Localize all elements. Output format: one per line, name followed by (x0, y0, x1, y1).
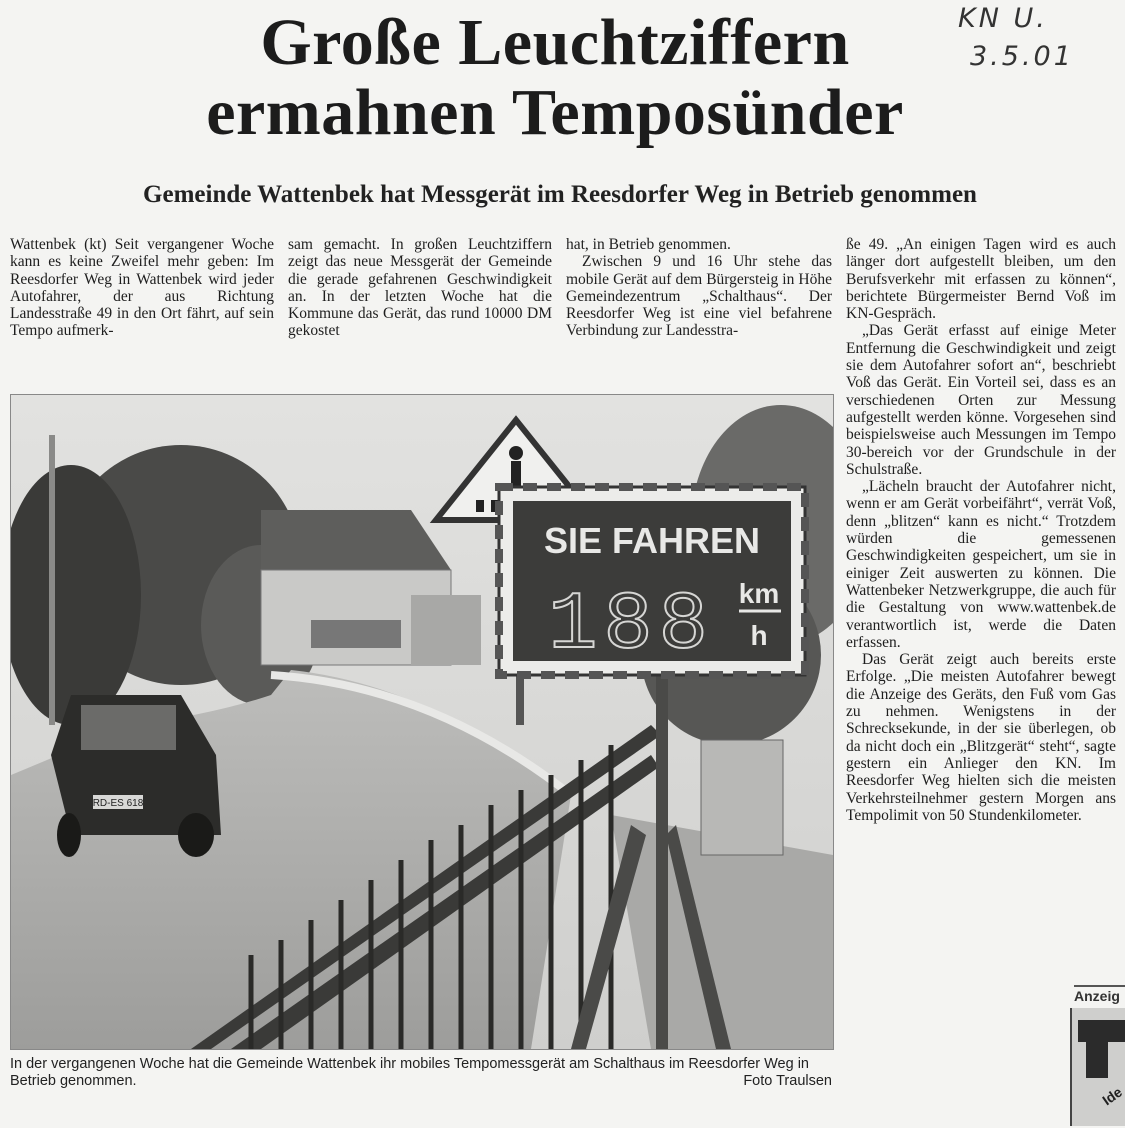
paragraph: hat, in Betrieb genommen. (566, 236, 731, 253)
handwritten-note (958, 0, 1118, 76)
paragraph: Zwischen 9 und 16 Uhr stehe das mobile Gerät auf dem Bürgersteig in Höhe Gemeindezentrum „Schalthaus“. Der Reesdorfer Weg ist eine viel befahrene Verbindung zur Landesstra- (566, 253, 832, 340)
headline-line-1: Große Leuchtziffern (260, 6, 850, 79)
board-unit-bottom: h (750, 620, 768, 651)
article-column-3 (566, 236, 832, 340)
paragraph: „Das Gerät erfasst auf einige Meter Entfernung die Geschwindigkeit und zeigt sie dem Autofahrer sofort an“, beschriebt Voß das Gerät. Ein Vorteil sei, dass es an verschiedenen Orten zur Messung aufgestellt werden könne. Vorgesehen sind beispielsweise auch Messungen im Tempo 30-bereich vor der Grundschule in der Schulstraße. (846, 322, 1116, 478)
article-photo (10, 394, 834, 1050)
side-ad-tag: Ide (1099, 1083, 1125, 1109)
handwritten-note-line-1: KN U. (958, 3, 1048, 34)
subheadline: Gemeinde Wattenbek hat Messgerät im Reesdorfer Weg in Betrieb genommen (143, 181, 977, 208)
board-unit-top: km (738, 578, 780, 609)
speed-display-board (499, 487, 805, 675)
plate-text: RD-ES 618 (92, 798, 144, 809)
paragraph: Wattenbek (kt) Seit vergangener Woche kann es keine Zweifel mehr geben: Im Reesdorfer Weg in Wattenbek wird jeder Autofahrer, der aus Richtung Landesstraße 49 in den Ort fährt, auf sein Tempo aufmerk- (10, 236, 274, 340)
lamp-post (49, 435, 55, 725)
paragraph: sam gemacht. In großen Leuchtziffern zeigt das neue Messgerät der Gemeinde die gerade gefahrenen Geschwindigkeit an. In der letzten Woche hat die Kommune das Gerät, das rund 10000 DM gekostet (288, 236, 552, 340)
board-headline: SIE FAHREN (543, 520, 761, 561)
car-wheel (57, 813, 81, 857)
article-column-4 (846, 236, 1116, 824)
sign-post (656, 675, 668, 1049)
board-digits: 188 (548, 579, 714, 672)
paragraph: „Lächeln braucht der Autofahrer nicht, wenn er am Gerät vorbeifährt“, verrät Voß, denn „blitzen“ kann es nicht.“ Trotzdem würden die gemessenen Geschwindigkeiten gespeichert, um sie in einiger Zeit auswerten zu können. Die Wattenbeker Netzwerkgruppe, die auch für die Gestaltung von www.wattenbek.de verantwortlich ist, werde die Daten erfassen. (846, 478, 1116, 651)
headline (60, 8, 1050, 148)
house-annex (411, 595, 481, 665)
paragraph: ße 49. „An einigen Tagen wird es auch länger dort aufgestellt bleiben, um den Berufsverkehr mit erfassen zu können“, berichtete Bürgermeister Bernd Voß im KN-Gespräch. (846, 236, 1116, 323)
house-window (311, 620, 401, 648)
side-ad-label: Anzeig (1074, 985, 1125, 1004)
street-scene-illustration (11, 395, 833, 1049)
car-rear-window (81, 705, 176, 750)
utility-box (701, 740, 783, 855)
ad-graphic (1078, 1020, 1125, 1042)
car-wheel (178, 813, 214, 857)
caption-text: In der vergangenen Woche hat die Gemeinde Wattenbek ihr mobiles Tempomessgerät am Schalthaus im Reesdorfer Weg in Betrieb genommen. (10, 1056, 809, 1089)
ad-graphic (1086, 1042, 1108, 1078)
handwritten-note-line-2: 3.5.01 (970, 41, 1074, 72)
headline-line-2: ermahnen Temposünder (206, 76, 904, 149)
paragraph: Das Gerät zeigt auch bereits erste Erfolge. „Die meisten Autofahrer bewegt die Anzeige des Geräts, den Fuß vom Gas zu nehmen. Wenigstens in der Schrecksekunde, in der sie überlegen, ob da nicht doch ein „Blitzgerät“ steht“, sagte gestern ein Anlieger den KN. Im Reesdorfer Weg hielten sich die meisten Verkehrsteilnehmer gestern Morgen ans Tempolimit von 50 Stundenkilometer. (846, 651, 1116, 824)
photo-caption (10, 1056, 832, 1090)
article-column-2 (288, 236, 552, 340)
photo-credit: Foto Traulsen (743, 1073, 832, 1089)
side-advertisement (1070, 1008, 1125, 1126)
article-column-1 (10, 236, 274, 340)
